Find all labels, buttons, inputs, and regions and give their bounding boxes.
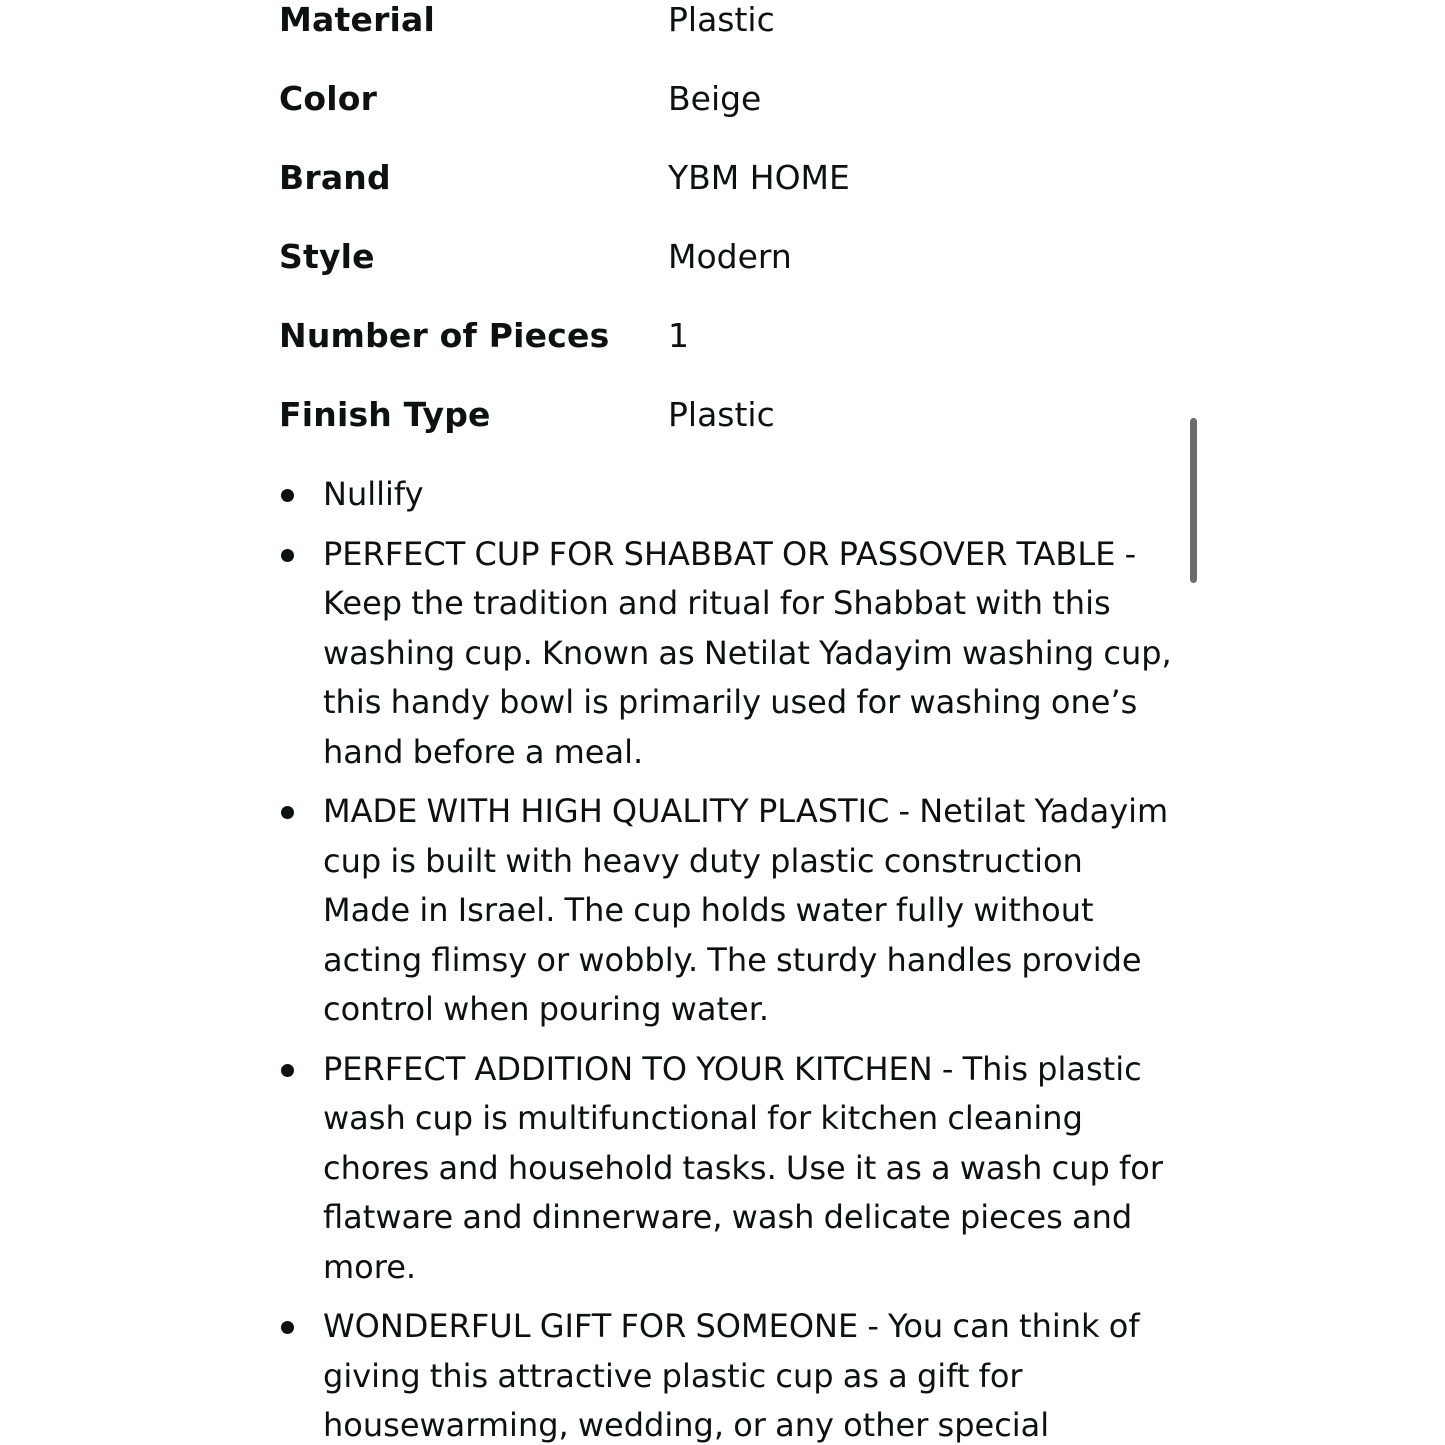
spec-row-material [279, 0, 1159, 59]
bullet-dot-icon [281, 1064, 294, 1077]
spec-row-number-of-pieces [279, 296, 1159, 375]
bullet-text: PERFECT ADDITION TO YOUR KITCHEN - This plastic wash cup is multifunctional for kitchen cleaning chores and household tasks. Use it as a wash cup for flatware and dinnerware, wash delicate pieces and more. [323, 1049, 1163, 1286]
spec-row-style [279, 217, 1159, 296]
spec-value: YBM HOME [668, 158, 850, 197]
bullet-item [279, 1045, 1179, 1293]
spec-value: Plastic [668, 0, 775, 39]
spec-value: Modern [668, 237, 792, 276]
spec-value: Beige [668, 79, 762, 118]
bullet-item [279, 530, 1179, 778]
bullet-dot-icon [281, 1321, 294, 1334]
spec-row-brand [279, 138, 1159, 217]
spec-label: Material [279, 0, 436, 39]
bullet-text: PERFECT CUP FOR SHABBAT OR PASSOVER TABLE - Keep the tradition and ritual for Shabbat with this washing cup. Known as Netilat Yadayim washing cup, this handy bowl is primarily used for washing one’s hand before a meal. [323, 534, 1172, 771]
spec-label: Finish Type [279, 395, 491, 434]
spec-value: 1 [668, 316, 689, 355]
about-item-bullet-list [279, 470, 1179, 1445]
product-specs-table [279, 0, 1159, 454]
spec-row-color [279, 59, 1159, 138]
bullet-dot-icon [281, 806, 294, 819]
spec-label: Number of Pieces [279, 316, 610, 355]
bullet-item [279, 470, 1179, 520]
bullet-text: WONDERFUL GIFT FOR SOMEONE - You can think of giving this attractive plastic cup as a gift for housewarming, wedding, or any other special [323, 1307, 1140, 1444]
bullet-item [279, 787, 1179, 1035]
spec-label: Color [279, 79, 378, 118]
bullet-text: MADE WITH HIGH QUALITY PLASTIC - Netilat Yadayim cup is built with heavy duty plastic construction Made in Israel. The cup holds water fully without acting flimsy or wobbly. The sturdy handles provide control when pouring water. [323, 792, 1169, 1028]
bullet-dot-icon [281, 549, 294, 562]
spec-row-finish-type [279, 375, 1159, 454]
spec-label: Style [279, 237, 375, 276]
scrollbar-thumb[interactable] [1190, 418, 1197, 583]
bullet-text: Nullify [323, 475, 424, 513]
bullet-item [279, 1302, 1179, 1445]
bullet-dot-icon [281, 489, 294, 502]
spec-value: Plastic [668, 395, 775, 434]
spec-label: Brand [279, 158, 391, 197]
